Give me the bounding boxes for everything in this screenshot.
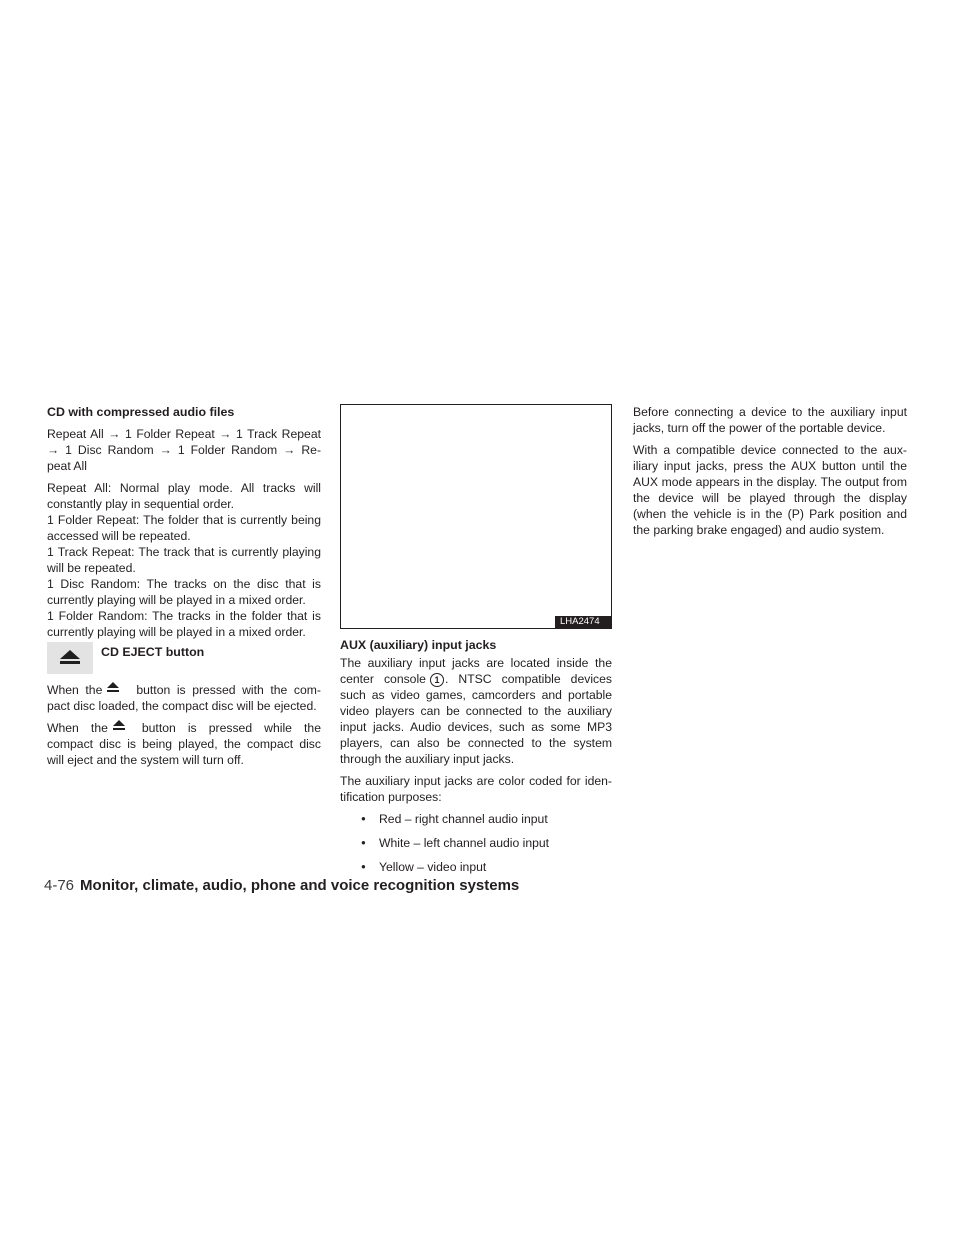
page-footer: [44, 876, 519, 896]
eject-heading: CD EJECT button: [101, 645, 205, 659]
section-heading-compressed-audio: CD with compressed audio files: [47, 405, 235, 419]
chapter-title: Monitor, climate, audio, phone and voice recognition systems: [80, 877, 520, 894]
callout-number: 1: [430, 673, 444, 687]
section-heading-aux: AUX (auxiliary) input jacks: [340, 638, 497, 652]
aux-para-3: Before connecting a device to the auxiliary input jacks, turn off the power of the portable device.: [633, 405, 907, 435]
eject-icon: [47, 642, 93, 674]
def-folder-random: 1 Folder Random: The tracks in the folder that is currently playing will be played in a mixed order.: [47, 609, 321, 639]
aux-para-1: The auxiliary input jacks are located inside the center console 1 . NTSC compatible devices such as video games, camcorders and portable video players can be connected to the auxiliary input jacks. Audio devices, such as some MP3 players, can also be connected to the system through the auxiliary input jacks.: [340, 656, 612, 766]
eject-para-1: When the button is pressed with the com-pact disc loaded, the compact disc will be ejected.: [47, 683, 321, 713]
color-code-list: [340, 811, 612, 875]
play-mode-sequence: Repeat All → 1 Folder Repeat → 1 Track Repeat → 1 Disc Random → 1 Folder Random → Re-peat All: [47, 427, 321, 473]
figure-aux-jacks: [340, 404, 612, 629]
aux-para-4: With a compatible device connected to the aux-iliary input jacks, press the AUX button until the AUX mode appears in the display. The output from the device will be played through the display (when the vehicle is in the (P) Park position and the parking brake engaged) and audio system.: [633, 443, 907, 537]
list-item: ● Red – right channel audio input: [340, 811, 612, 827]
figure-label: LHA2474: [555, 616, 611, 628]
def-disc-random: 1 Disc Random: The tracks on the disc that is currently playing will be played in a mixed order.: [47, 577, 321, 607]
aux-para-2: The auxiliary input jacks are color coded for iden-tification purposes:: [340, 774, 612, 804]
def-folder-repeat: 1 Folder Repeat: The folder that is currently being accessed will be repeated.: [47, 513, 321, 543]
def-repeat-all: Repeat All: Normal play mode. All tracks will constantly play in sequential order.: [47, 481, 321, 511]
list-item: ● Yellow – video input: [340, 859, 612, 875]
eject-icon: [111, 720, 129, 733]
eject-para-2: When the button is pressed while the compact disc is being played, the compact disc will eject and the system will turn off.: [47, 721, 321, 767]
def-track-repeat: 1 Track Repeat: The track that is currently playing will be repeated.: [47, 545, 321, 575]
eject-icon: [105, 682, 123, 695]
page-number: 4-76: [44, 877, 75, 894]
column-left: [47, 404, 321, 774]
eject-heading-row: [47, 642, 321, 674]
column-middle: [340, 404, 612, 883]
column-right: [633, 404, 907, 544]
list-item: ● White – left channel audio input: [340, 835, 612, 851]
